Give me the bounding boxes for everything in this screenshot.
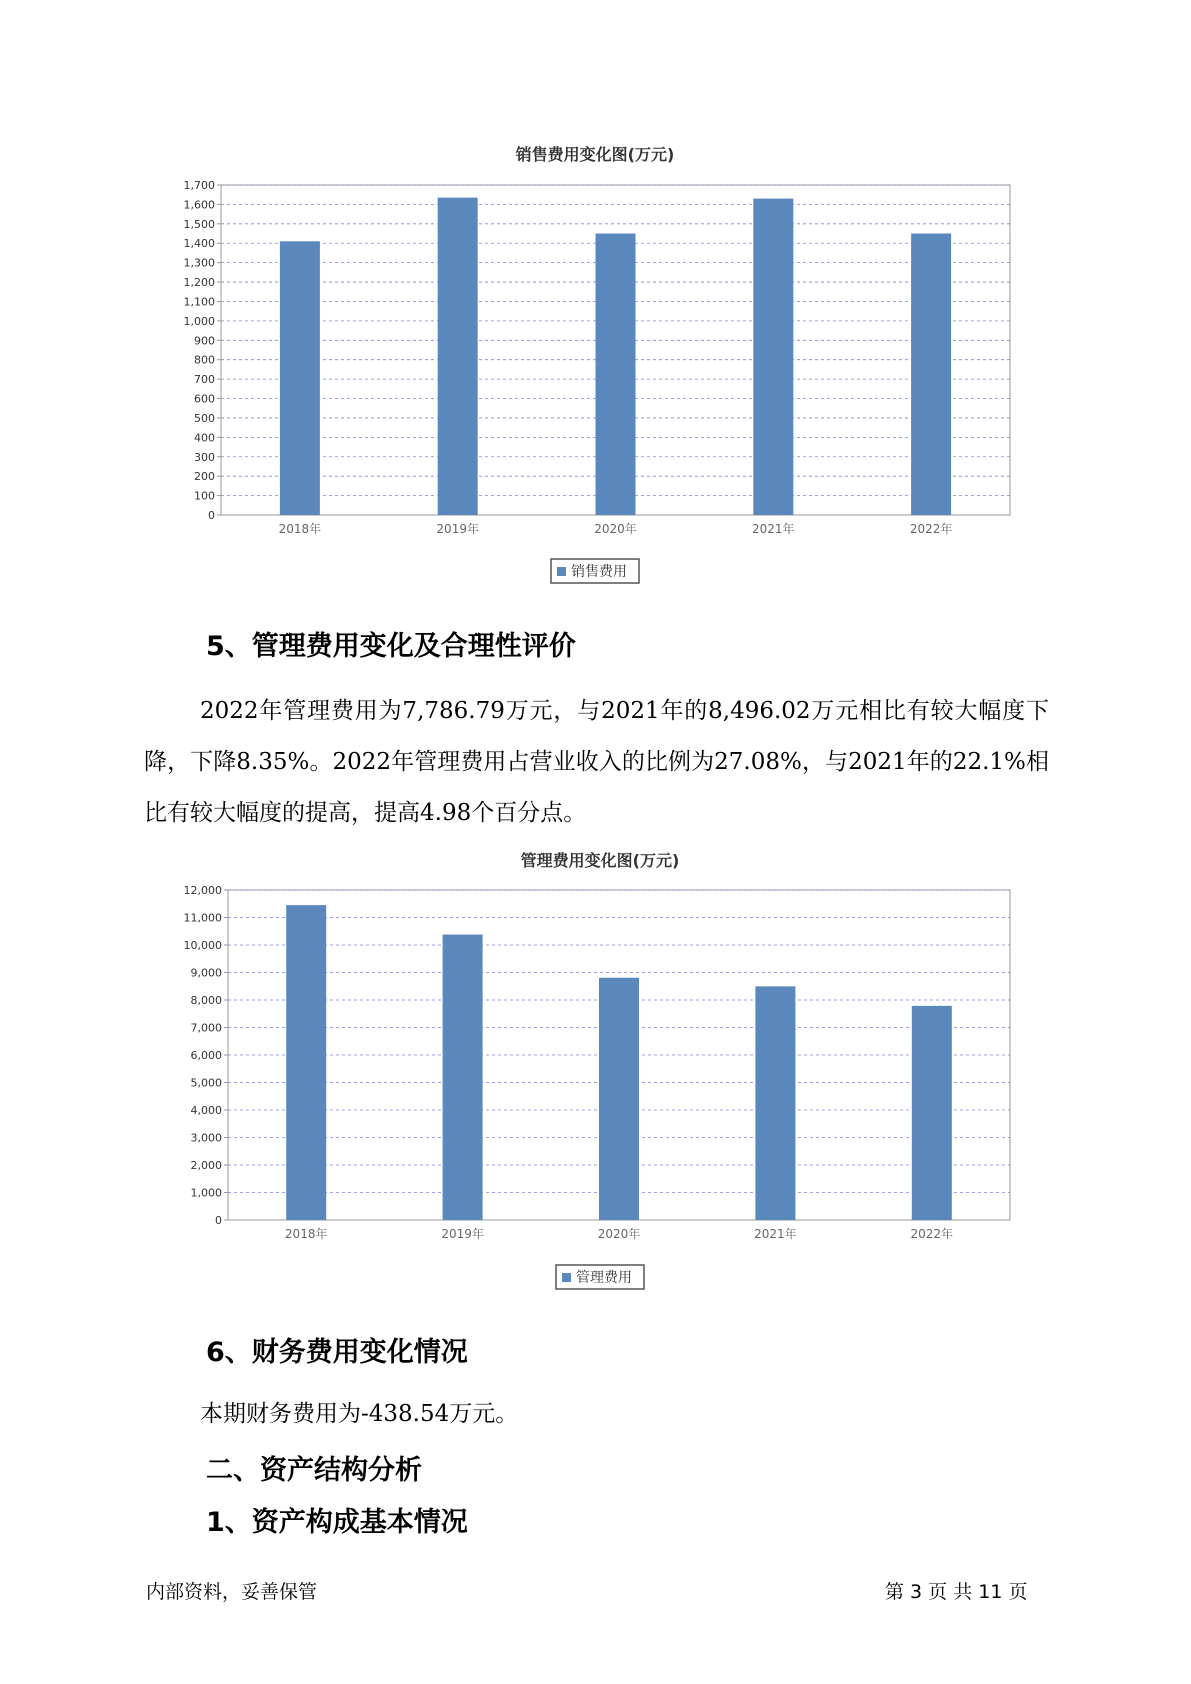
sales-chart-bar [753,199,793,515]
admin-chart-legend-label: 管理费用 [576,1270,632,1286]
sales-chart-ytick-label: 500 [194,411,215,425]
admin-chart-bar [755,986,795,1220]
sales-chart-legend-label: 销售费用 [571,564,627,580]
admin-chart-ytick-label: 7,000 [190,1021,222,1035]
admin-chart-legend-swatch [562,1273,571,1282]
section-two-heading: 二、资产结构分析 [206,1455,422,1486]
admin-chart-ytick-label: 1,000 [190,1186,222,1200]
sales-chart-ytick-label: 300 [194,450,215,464]
admin-chart-xtick-label: 2021年 [754,1227,797,1241]
admin-chart-bar [599,978,639,1220]
admin-chart-xtick-label: 2022年 [910,1227,954,1241]
sales-chart-ytick-label: 900 [194,334,215,348]
sales-chart-ytick-label: 1,500 [183,217,215,231]
sales-chart-bar [596,234,636,515]
sales-chart-ytick-label: 100 [194,489,215,503]
admin-chart-title: 管理费用变化图(万元) [520,851,680,870]
sales-chart-ytick-label: 200 [194,470,215,484]
admin-chart-ytick-label: 5,000 [190,1076,222,1090]
sales-chart-ytick-label: 1,200 [183,276,215,290]
admin-chart-ytick-label: 11,000 [183,911,222,925]
section5-heading: 5、管理费用变化及合理性评价 [206,631,576,662]
admin-chart-ytick-label: 6,000 [190,1049,222,1062]
sales-chart-title: 销售费用变化图(万元) [515,145,675,164]
admin-chart-ytick-label: 3,000 [190,1131,222,1145]
sales-chart-ytick-label: 1,300 [183,256,215,270]
sales-chart-xtick-label: 2021年 [752,522,795,536]
sales-chart-ytick-label: 700 [194,373,215,387]
sales-chart-ytick-label: 1,100 [183,295,215,309]
section6-paragraph: 本期财务费用为-438.54万元。 [200,1401,519,1427]
admin-chart-xtick-label: 2020年 [597,1227,641,1241]
admin-chart-ytick-label: 12,000 [183,884,222,897]
admin-chart-ytick-label: 4,000 [190,1104,222,1117]
admin-chart-bar [443,935,483,1220]
section-two-1-heading: 1、资产构成基本情况 [206,1507,468,1538]
sales-chart-bar [280,241,320,515]
sales-chart-ytick-label: 800 [194,353,215,367]
sales-chart-ytick-label: 1,600 [183,198,215,212]
sales-chart-xtick-label: 2018年 [278,522,322,536]
footer-confidential: 内部资料，妥善保管 [146,1581,318,1603]
footer-page-number: 第 3 页 共 11 页 [885,1581,1028,1603]
sales-chart-xtick-label: 2019年 [436,522,479,536]
section6-heading: 6、财务费用变化情况 [206,1337,468,1368]
admin-chart-ytick-label: 9,000 [190,966,222,980]
sales-chart-ytick-label: 0 [208,509,215,522]
admin-chart-xtick-label: 2018年 [284,1227,328,1241]
admin-chart-ytick-label: 0 [215,1214,222,1227]
sales-chart-bar [438,198,478,515]
sales-chart-ytick-label: 1,700 [183,179,215,192]
sales-chart-xtick-label: 2022年 [909,522,953,536]
section5-paragraph: 2022年管理费用为7,786.79万元，与2021年的8,496.02万元相比有较大幅度下降，下降8.35%。2022年管理费用占营业收入的比例为27.08%，与2021年的22.1%相比有较大幅度的提高，提高4.98个百分点。 [144,698,1049,826]
admin-chart-bar [286,905,326,1220]
admin-chart-xtick-label: 2019年 [441,1227,484,1241]
sales-chart-xtick-label: 2020年 [594,522,637,536]
admin-chart-bar [912,1006,952,1220]
sales-chart-ytick-label: 400 [194,431,215,445]
sales-chart-ytick-label: 1,400 [183,237,215,251]
sales-chart-ytick-label: 600 [194,392,215,406]
admin-chart-ytick-label: 8,000 [190,994,222,1007]
admin-chart-ytick-label: 10,000 [183,939,222,952]
sales-chart-legend-swatch [557,567,566,576]
admin-chart-ytick-label: 2,000 [190,1159,222,1172]
sales-chart-bar [911,234,951,515]
sales-chart-ytick-label: 1,000 [183,314,215,328]
